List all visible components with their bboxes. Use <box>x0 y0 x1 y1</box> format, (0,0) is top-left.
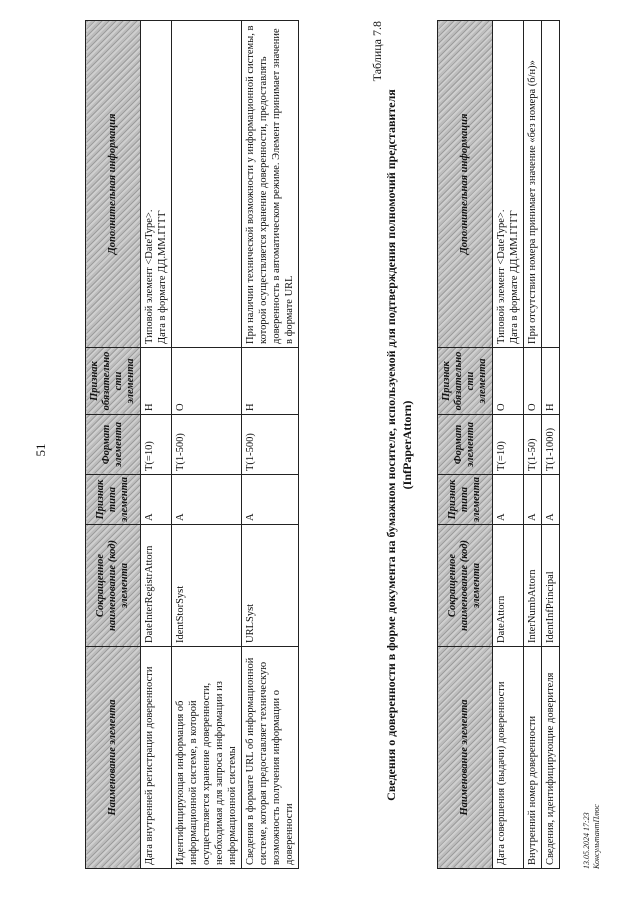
cell-element-name: Дата совершения (выдачи) доверенности <box>493 647 524 869</box>
header-obligation: Признак обязательности элемента <box>438 348 493 415</box>
header-additional-info: Дополнительная информация <box>438 21 493 348</box>
header-element-name: Наименование элемента <box>86 647 141 869</box>
stamp-date: 13.05.2024 17:23 <box>582 812 591 869</box>
cell-short-code: URLSyst <box>242 525 299 647</box>
table-row <box>493 21 524 869</box>
cell-format: T(=10) <box>493 415 524 475</box>
stamp-source: КонсультантПлюс <box>592 804 601 869</box>
cell-element-name: Внутренний номер доверенности <box>524 647 542 869</box>
cell-additional-info: При наличии технической возможности у информационной системы, в которой осуществляется хранение доверенности, предоставлять доверенность в автоматическом режиме. Элемент принимает значение в формате URL <box>242 21 299 348</box>
cell-format: T(=10) <box>141 415 172 475</box>
header-format: Формат элемента <box>438 415 493 475</box>
table-row <box>542 21 560 869</box>
cell-obligation: О <box>172 348 242 415</box>
header-type-sign: Признак типа элемента <box>86 475 141 525</box>
table-row <box>242 21 299 869</box>
cell-additional-info: Типовой элемент <DateType>. Дата в формате ДД.ММ.ГГГГ <box>493 21 524 348</box>
cell-type-sign: А <box>542 475 560 525</box>
cell-format: T(1-50) <box>524 415 542 475</box>
header-element-name: Наименование элемента <box>438 647 493 869</box>
table-elements-top <box>85 20 299 869</box>
header-additional-info: Дополнительная информация <box>86 21 141 348</box>
header-type-sign: Признак типа элемента <box>438 475 493 525</box>
cell-type-sign: А <box>242 475 299 525</box>
cell-obligation: Н <box>542 348 560 415</box>
cell-additional-info <box>542 21 560 348</box>
cell-short-code: IdentStorSyst <box>172 525 242 647</box>
cell-obligation: Н <box>242 348 299 415</box>
cell-short-code: DateInterRegistrAttorn <box>141 525 172 647</box>
cell-additional-info <box>172 21 242 348</box>
table-row <box>141 21 172 869</box>
cell-element-name: Сведения, идентифицирующие доверителя <box>542 647 560 869</box>
page-number: 51 <box>33 443 48 457</box>
cell-element-name: Сведения в формате URL об информационной системе, которая предоставляет техническую возможность получения информации о доверенности <box>242 647 299 869</box>
caption-line-2: (InfPaperAttorn) <box>400 400 414 490</box>
table-number-label: Таблица 7.8 <box>370 21 384 82</box>
table-row <box>172 21 242 869</box>
cell-short-code: DateAttorn <box>493 525 524 647</box>
cell-additional-info: При отсутствии номера принимает значение «без номера (б/н)» <box>524 21 542 348</box>
cell-type-sign: А <box>141 475 172 525</box>
header-format: Формат элемента <box>86 415 141 475</box>
print-stamp <box>582 804 602 869</box>
cell-element-name: Идентифицирующая информация об информационной системе, в которой осуществляется хранение доверенности, необходимая для запроса информации из информационной системы <box>172 647 242 869</box>
cell-format: T(1-500) <box>242 415 299 475</box>
cell-type-sign: А <box>524 475 542 525</box>
table-caption <box>383 21 415 869</box>
table-header-row <box>438 21 493 869</box>
cell-format: T(1-1000) <box>542 415 560 475</box>
table-row <box>524 21 542 869</box>
cell-obligation: О <box>524 348 542 415</box>
cell-short-code: InterNumbAttorn <box>524 525 542 647</box>
cell-additional-info: Типовой элемент <DateType>. Дата в формате ДД.ММ.ГГГГ <box>141 21 172 348</box>
cell-type-sign: А <box>493 475 524 525</box>
header-short-code: Сокращенное наименование (код) элемента <box>438 525 493 647</box>
table-paper-attorney <box>437 20 560 869</box>
header-obligation: Признак обязательности элемента <box>86 348 141 415</box>
header-short-code: Сокращенное наименование (код) элемента <box>86 525 141 647</box>
cell-element-name: Дата внутренней регистрации доверенности <box>141 647 172 869</box>
cell-obligation: Н <box>141 348 172 415</box>
caption-line-1: Сведения о доверенности в форме документа на бумажном носителе, используемой для подтверждения полномочий представителя <box>384 89 398 801</box>
cell-format: T(1-500) <box>172 415 242 475</box>
cell-short-code: IdentInfPrincipal <box>542 525 560 647</box>
cell-type-sign: А <box>172 475 242 525</box>
table-header-row <box>86 21 141 869</box>
cell-obligation: О <box>493 348 524 415</box>
